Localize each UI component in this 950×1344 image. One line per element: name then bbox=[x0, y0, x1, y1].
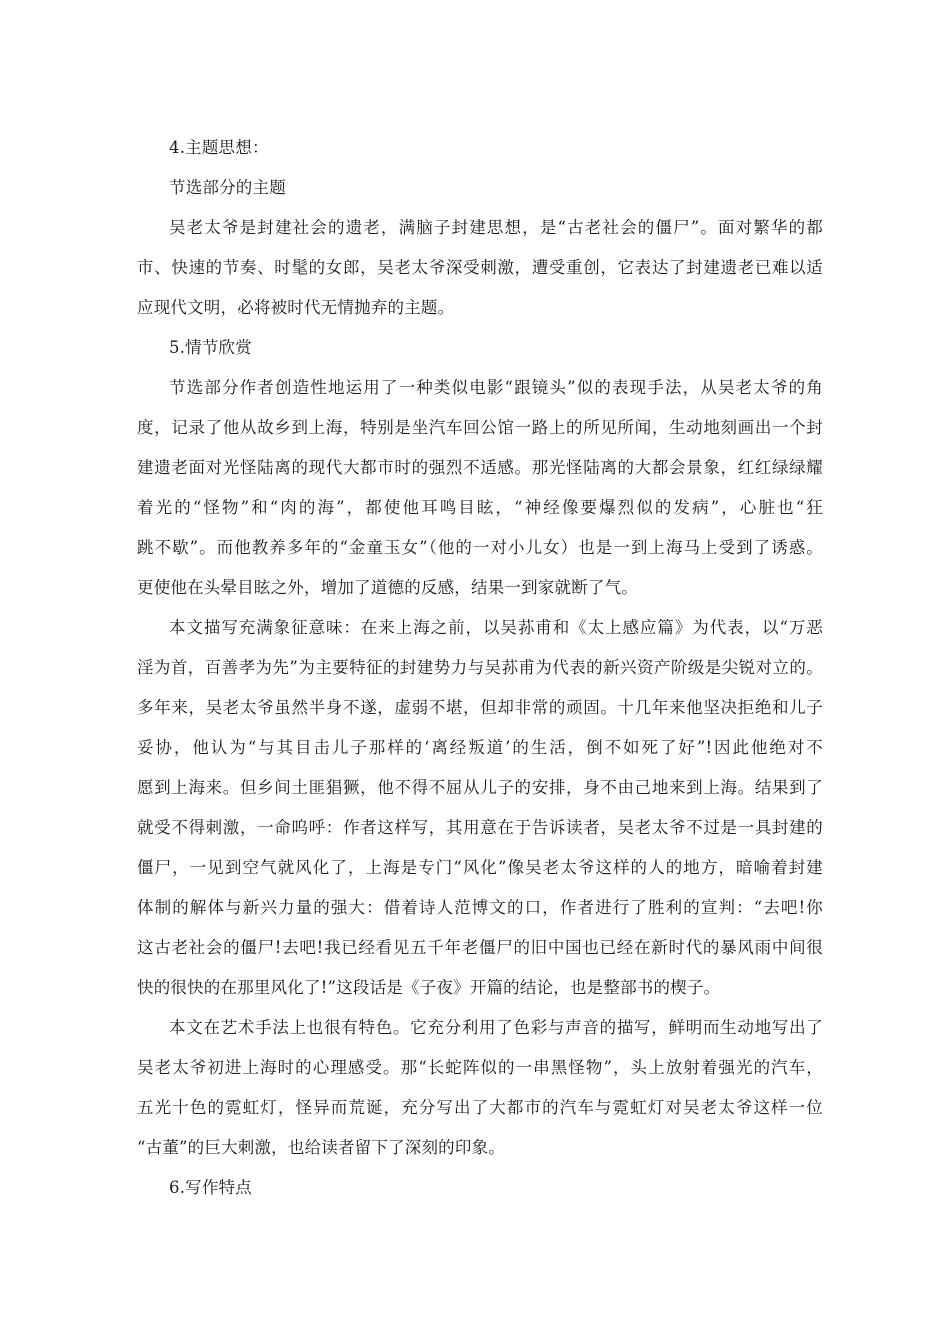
paragraph-line: 体制的解体与新兴力量的强大：借着诗人范博文的口，作者进行了胜利的宣判：“去吧!你 bbox=[137, 898, 823, 917]
paragraph-line: 多年来，吴老太爷虽然半身不遂，虚弱不堪，但却非常的顽固。十几年来他坚决拒绝和儿子 bbox=[137, 698, 823, 717]
paragraph-line: 市、快速的节奏、时髦的女郎，吴老太爷深受刺激，遭受重创，它表达了封建遗老已难以适 bbox=[137, 258, 823, 277]
paragraph-line: 建遗老面对光怪陆离的现代大都市时的强烈不适感。那光怪陆离的大都会景象，红红绿绿耀 bbox=[137, 458, 823, 477]
paragraph-line: 淫为首，百善孝为先”为主要特征的封建势力与吴荪甫为代表的新兴资产阶级是尖锐对立的。 bbox=[137, 658, 823, 677]
paragraph-line: 本文在艺术手法上也很有特色。它充分利用了色彩与声音的描写，鲜明而生动地写出了 bbox=[169, 1018, 823, 1037]
paragraph-line: 快的很快的在那里风化了!”这段话是《子夜》开篇的结论，也是整部书的楔子。 bbox=[137, 978, 721, 997]
section-heading-theme: 4.主题思想： bbox=[169, 138, 269, 157]
paragraph-line: 着光的“怪物”和“肉的海”，都使他耳鸣目眩，“神经像要爆烈似的发病”，心脏也“狂 bbox=[137, 498, 823, 517]
paragraph-line: 这古老社会的僵尸!去吧!我已经看见五千年老僵尸的旧中国也已经在新时代的暴风雨中间很 bbox=[137, 938, 823, 957]
paragraph-line: 吴老太爷是封建社会的遗老，满脑子封建思想，是“古老社会的僵尸”。面对繁华的都 bbox=[169, 218, 823, 237]
subheading-excerpt-theme: 节选部分的主题 bbox=[169, 178, 286, 197]
paragraph-line: 五光十色的霓虹灯，怪异而荒诞，充分写出了大都市的汽车与霓虹灯对吴老太爷这样一位 bbox=[137, 1098, 823, 1117]
section-heading-plot: 5.情节欣赏 bbox=[169, 338, 252, 357]
paragraph-line: 愿到上海来。但乡间土匪猖獗，他不得不屈从儿子的安排，身不由己地来到上海。结果到了 bbox=[137, 778, 823, 797]
paragraph-line: “古董”的巨大刺激，也给读者留下了深刻的印象。 bbox=[137, 1138, 505, 1157]
paragraph-line: 僵尸，一见到空气就风化了，上海是专门“风化”像吴老太爷这样的人的地方，暗喻着封建 bbox=[137, 858, 823, 877]
paragraph-line: 就受不得刺激，一命呜呼：作者这样写，其用意在于告诉读者，吴老太爷不过是一具封建的 bbox=[137, 818, 823, 837]
section-heading-writing: 6.写作特点 bbox=[169, 1178, 252, 1197]
paragraph-line: 妥协，他认为“与其目击儿子那样的‘离经叛道’的生活，倒不如死了好”!因此他绝对不 bbox=[137, 738, 823, 757]
paragraph-line: 本文描写充满象征意味：在来上海之前，以吴荪甫和《太上感应篇》为代表，以“万恶 bbox=[169, 618, 823, 637]
paragraph-line: 吴老太爷初进上海时的心理感受。那“长蛇阵似的一串黑怪物”，头上放射着强光的汽车， bbox=[137, 1058, 823, 1077]
paragraph-line: 度，记录了他从故乡到上海，特别是坐汽车回公馆一路上的所见所闻，生动地刻画出一个封 bbox=[137, 418, 823, 437]
paragraph-line: 应现代文明，必将被时代无情抛弃的主题。 bbox=[137, 298, 455, 317]
paragraph-line: 跳不歇”。而他教养多年的“金童玉女”（他的一对小儿女）也是一到上海马上受到了诱惑。 bbox=[137, 538, 823, 557]
paragraph-line: 节选部分作者创造性地运用了一种类似电影“跟镜头”似的表现手法，从吴老太爷的角 bbox=[169, 378, 823, 397]
paragraph-line: 更使他在头晕目眩之外，增加了道德的反感，结果一到家就断了气。 bbox=[137, 578, 638, 597]
document-body bbox=[137, 128, 823, 1208]
